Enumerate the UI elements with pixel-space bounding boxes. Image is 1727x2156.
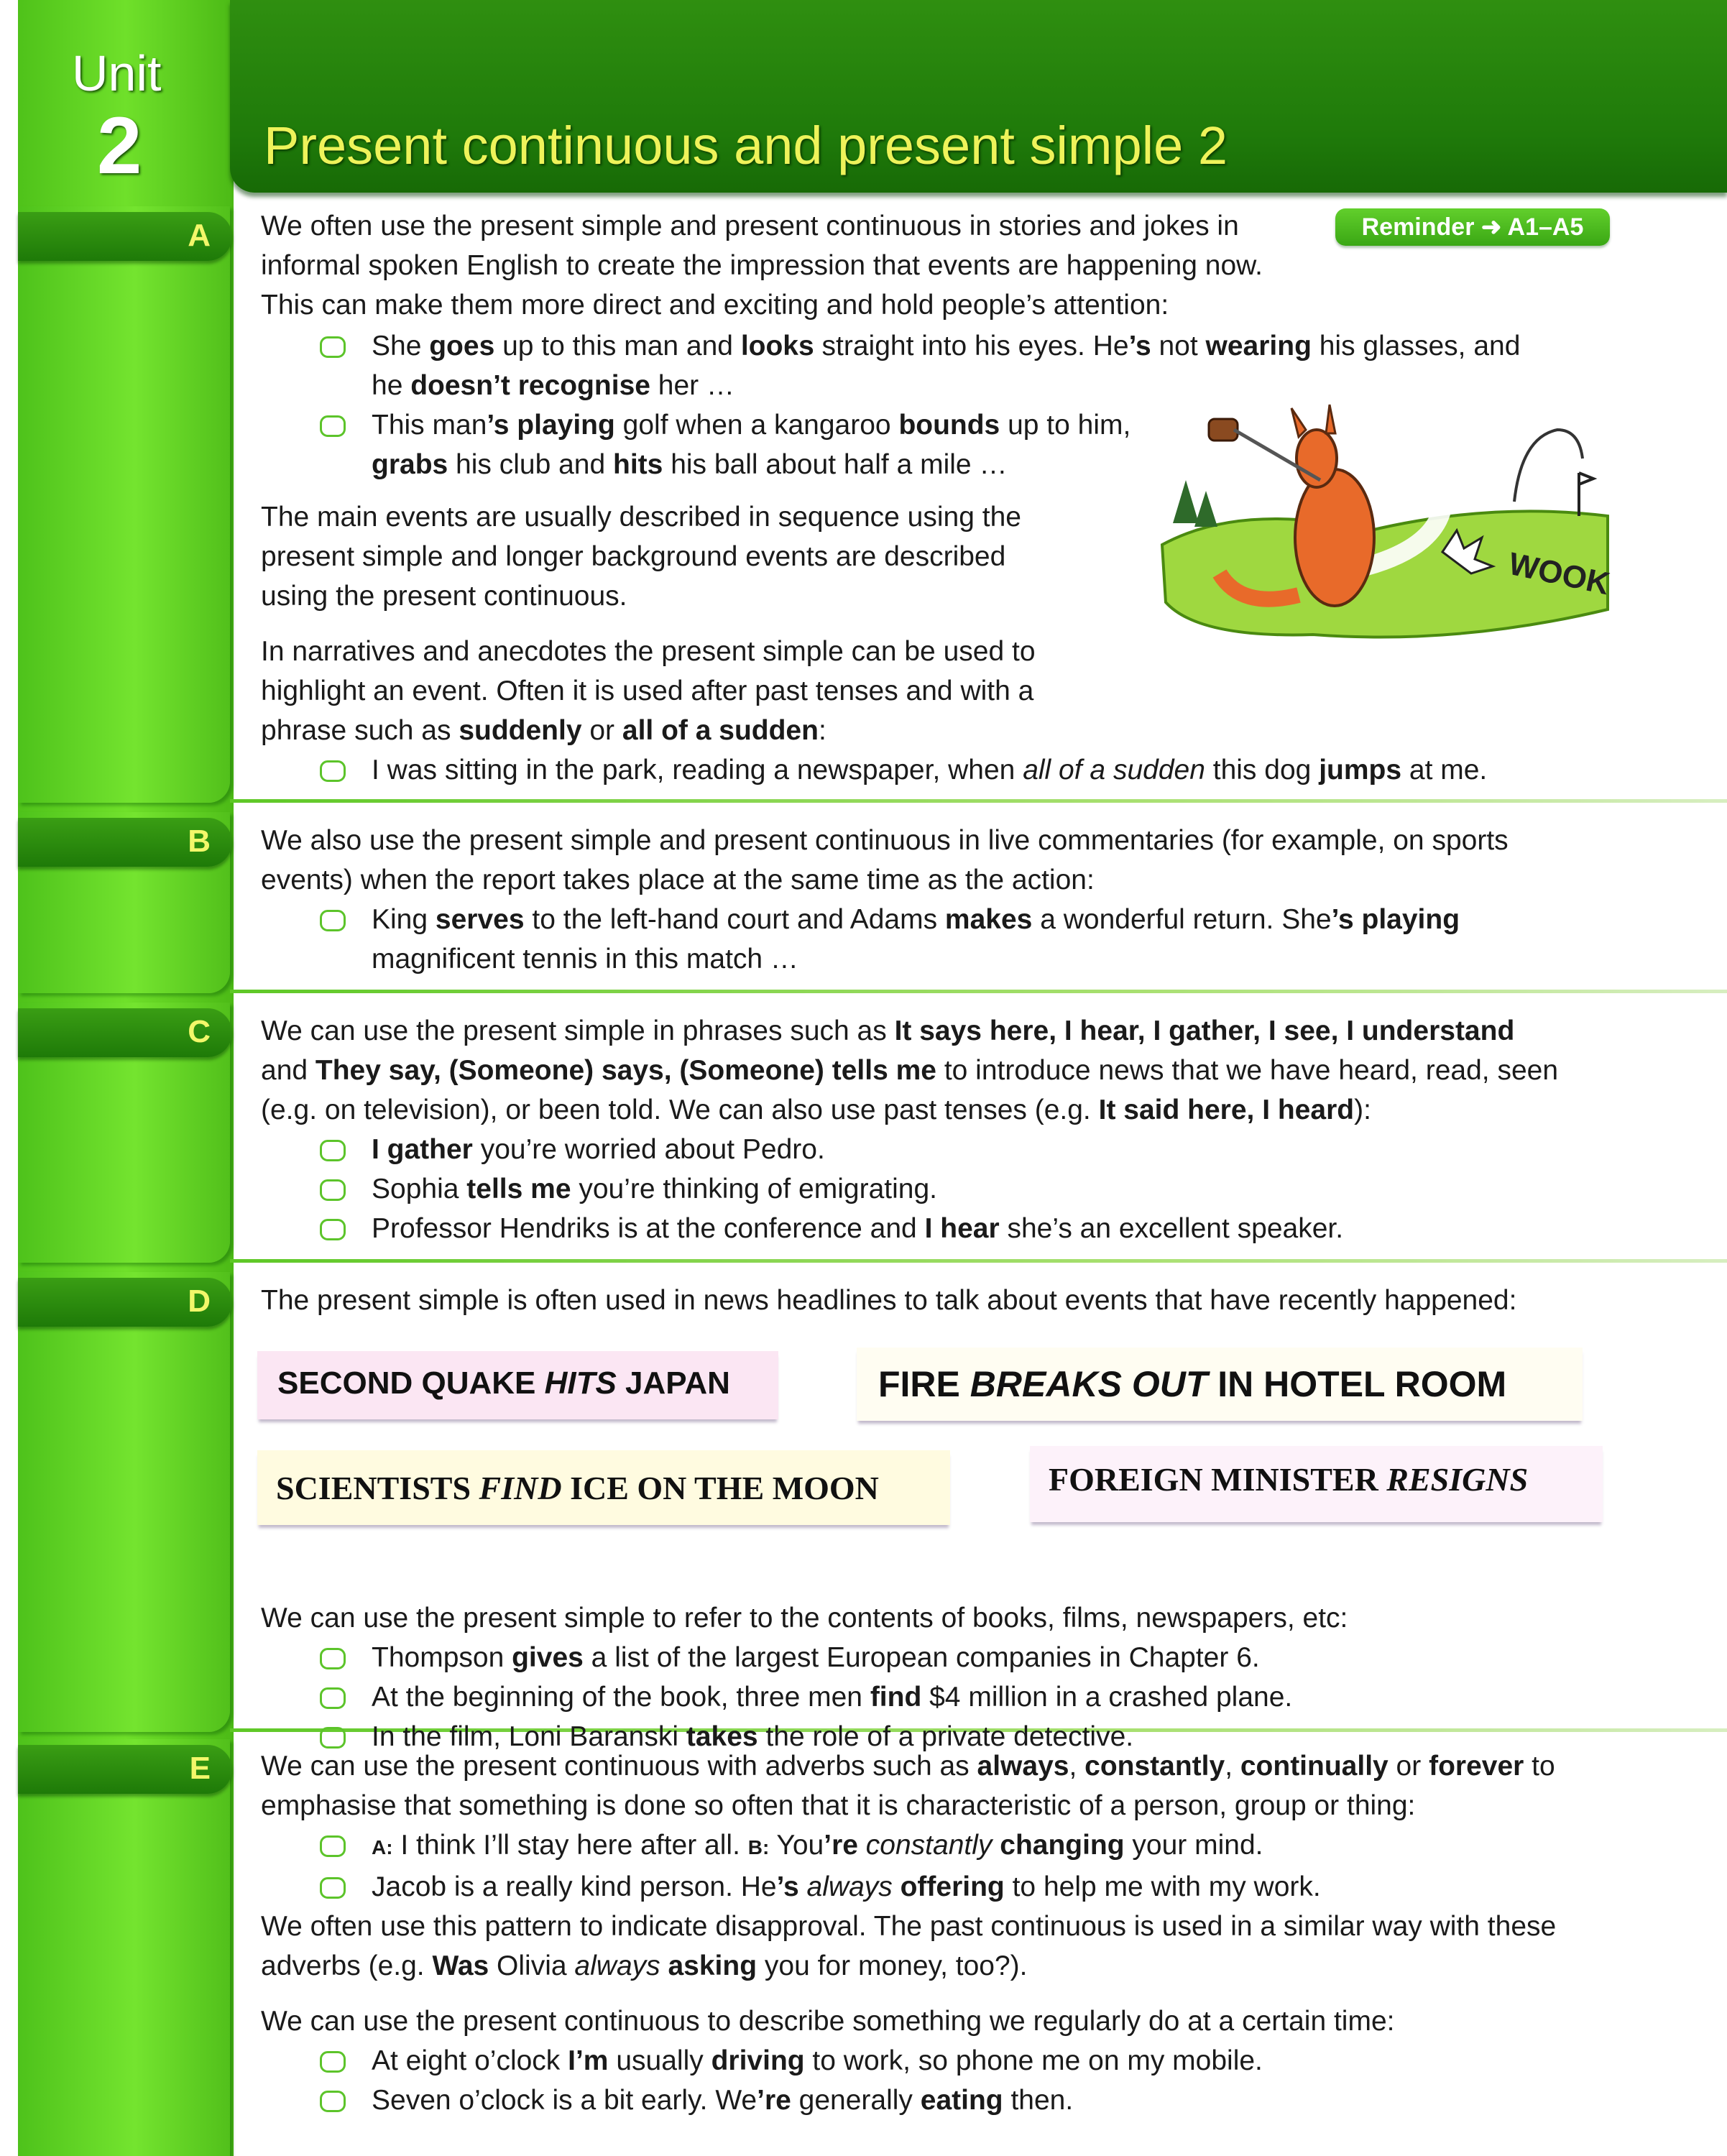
checkbox-bullet-icon <box>320 1877 346 1899</box>
paragraph <box>261 1907 1569 1986</box>
text-run: FIND <box>479 1470 562 1506</box>
text-run: At the beginning of the book, three men <box>372 1682 870 1713</box>
unit-number: 2 <box>97 101 142 190</box>
text-run: a list of the largest European companies in Chapter 6. <box>583 1642 1260 1673</box>
text-run: his ball about half a mile … <box>663 449 1008 480</box>
text-run: all of a sudden <box>622 715 819 746</box>
text-run: We can use the present continuous with adverbs such as <box>261 1751 977 1782</box>
text-run: usually <box>608 2045 711 2076</box>
checkbox-bullet-icon <box>320 760 346 782</box>
text-run: his club and <box>448 449 614 480</box>
text-run: HITS <box>544 1365 617 1401</box>
text-run: suddenly <box>459 715 582 746</box>
checkbox-bullet-icon <box>320 1648 346 1669</box>
checkbox-bullet-icon <box>320 1179 346 1201</box>
text-run: to introduce news that we have heard, read, seen (e.g. on television), or been told. We can also use past tenses (e.g. <box>261 1055 1559 1125</box>
example <box>261 1638 1612 1677</box>
text-run: We also use the present simple and present continuous in live commentaries (for example, on sports events) when the report takes place at the same time as the action: <box>261 825 1509 895</box>
headline-clipping <box>257 1450 950 1525</box>
example <box>261 1867 1598 1907</box>
text-run: JAPAN <box>616 1365 730 1401</box>
text-run: I think I’ll stay here after all. <box>392 1830 748 1861</box>
text-run: to work, so phone me on my mobile. <box>804 2045 1263 2076</box>
text-run: constantly <box>865 1830 993 1861</box>
section-sidebar <box>18 1739 230 2156</box>
text-run: and <box>261 1055 316 1086</box>
text-run: We often use this pattern to indicate disapproval. The past continuous is used in a similar way with these adverbs (e.g. <box>261 1911 1557 1981</box>
headline-clipping <box>257 1351 778 1419</box>
text-run: BREAKS OUT <box>970 1364 1208 1404</box>
checkbox-bullet-icon <box>320 1140 346 1161</box>
checkbox-bullet-icon <box>320 910 346 931</box>
section-divider <box>230 799 1727 803</box>
section-tab-a <box>18 212 232 261</box>
text-run: golf when a kangaroo <box>614 410 899 441</box>
text-run: A: <box>372 1836 393 1858</box>
text-run: At eight o’clock <box>372 2045 568 2076</box>
example <box>261 1209 1569 1248</box>
text-run: serves <box>435 904 525 935</box>
section-divider <box>230 1259 1727 1263</box>
text-run: you for money, too?). <box>757 1950 1028 1981</box>
unit-label: Unit <box>72 45 162 101</box>
text-run: Professor Hendriks is at the conference and <box>372 1213 925 1244</box>
example <box>261 1169 1569 1209</box>
text-run: We often use the present simple and present continuous in stories and jokes in informal spoken English to create the impression that events are happening now. This can make them more direct and exciting and hold people’s attention: <box>261 211 1263 321</box>
text-run: FOREIGN MINISTER <box>1049 1461 1387 1498</box>
text-run: his glasses, and he <box>372 331 1521 401</box>
section-letter: C <box>188 1014 211 1049</box>
text-run: Sophia <box>372 1174 467 1204</box>
text-run: Thompson <box>372 1642 512 1673</box>
text-run: her … <box>650 370 735 401</box>
paragraph <box>261 1011 1569 1130</box>
example <box>261 1130 1569 1169</box>
example <box>261 750 1612 790</box>
example <box>261 1825 1598 1867</box>
text-run: King <box>372 904 436 935</box>
example <box>261 2041 1598 2081</box>
text-run: Seven o’clock is a bit early. We <box>372 2085 757 2116</box>
text-run: IN HOTEL ROOM <box>1207 1364 1507 1404</box>
section-b <box>0 812 1727 993</box>
text-run: all of a sudden <box>1023 755 1205 786</box>
text-run: In the film, Loni Baranski <box>372 1721 686 1752</box>
text-run: SECOND QUAKE <box>277 1365 545 1401</box>
text-run: tells me <box>466 1174 571 1204</box>
text-run: She <box>372 331 430 361</box>
text-run: driving <box>711 2045 805 2076</box>
text-run: gives <box>512 1642 584 1673</box>
section-divider <box>230 990 1727 993</box>
text-run: grabs <box>372 449 448 480</box>
section-tab-b <box>18 818 232 867</box>
headline-clipping <box>857 1348 1583 1421</box>
section-sidebar <box>18 206 230 803</box>
text-run: forever <box>1429 1751 1524 1782</box>
text-run: I was sitting in the park, reading a newspaper, when <box>372 755 1023 786</box>
section-letter: D <box>188 1284 211 1319</box>
text-run: eating <box>920 2085 1003 2116</box>
example <box>261 2081 1598 2120</box>
text-run: bounds <box>898 410 1000 441</box>
text-run: ICE ON THE MOON <box>561 1470 879 1506</box>
text-run: changing <box>1000 1830 1125 1861</box>
text-run: Olivia <box>489 1950 575 1981</box>
text-run: ’s <box>776 1871 799 1902</box>
paragraph <box>261 1281 1612 1320</box>
paragraph <box>261 497 1080 616</box>
text-run: to the left-hand court and Adams <box>524 904 945 935</box>
text-run: I hear <box>924 1213 1000 1244</box>
text-run: Was <box>432 1950 489 1981</box>
paragraph <box>261 1598 1612 1638</box>
text-run <box>858 1830 866 1861</box>
paragraph <box>261 821 1598 900</box>
text-run <box>660 1950 668 1981</box>
text-run: not <box>1151 331 1206 361</box>
text-run: looks <box>740 331 814 361</box>
text-run: We can use the present continuous to describe something we regularly do at a certain time: <box>261 2006 1395 2037</box>
text-run: jumps <box>1319 755 1402 786</box>
text-run: It says here, I hear, I gather, I see, I understand <box>894 1015 1515 1046</box>
text-run: you’re thinking of emigrating. <box>571 1174 937 1204</box>
checkbox-bullet-icon <box>320 2051 346 2073</box>
text-run: The main events are usually described in sequence using the present simple and longer background events are described using the present continuous. <box>261 502 1021 612</box>
page-title: Present continuous and present simple 2 <box>264 116 1228 175</box>
text-run: We can use the present simple to refer to the contents of books, films, newspapers, etc: <box>261 1603 1348 1634</box>
text-run <box>799 1871 807 1902</box>
text-run: generally <box>791 2085 921 2116</box>
text-run: RESIGNS <box>1386 1461 1529 1498</box>
text-run <box>893 1871 901 1902</box>
text-run: B: <box>747 1836 770 1858</box>
text-run: We can use the present simple in phrases such as <box>261 1015 895 1046</box>
text-run: continually <box>1240 1751 1388 1782</box>
text-run: always <box>574 1950 660 1981</box>
section-letter: B <box>188 824 211 859</box>
text-run: You <box>769 1830 824 1861</box>
text-run: your mind. <box>1124 1830 1263 1861</box>
text-run: straight into his eyes. He <box>814 331 1129 361</box>
text-run: at me. <box>1401 755 1488 786</box>
text-run: always <box>977 1751 1069 1782</box>
section-tab-d <box>18 1278 232 1327</box>
text-run: always <box>806 1871 893 1902</box>
section-e <box>0 1739 1727 2156</box>
text-run: wearing <box>1205 331 1312 361</box>
text-run: ): <box>1354 1095 1371 1125</box>
text-run: $4 million in a crashed plane. <box>921 1682 1293 1713</box>
checkbox-bullet-icon <box>320 1835 346 1857</box>
text-run: asking <box>668 1950 757 1981</box>
text-run: ’s <box>1128 331 1151 361</box>
text-run: then. <box>1003 2085 1074 2116</box>
kangaroo-golf-illustration <box>1155 394 1615 653</box>
paragraph <box>261 632 1080 750</box>
text-run: Jacob is a really kind person. He <box>372 1871 777 1902</box>
paragraph <box>261 206 1317 325</box>
text-run: : <box>818 715 826 746</box>
section-tab-c <box>18 1008 232 1057</box>
text-run: ’s playing <box>487 410 615 441</box>
text-run: SCIENTISTS <box>276 1470 479 1506</box>
text-run: a wonderful return. She <box>1032 904 1332 935</box>
example <box>261 1677 1612 1717</box>
reminder-link-button[interactable]: Reminder ➜ A1–A5 <box>1335 208 1610 246</box>
text-run: up to this man and <box>494 331 741 361</box>
section-tab-e <box>18 1745 232 1794</box>
text-run: This man <box>372 410 487 441</box>
text-run: this dog <box>1205 755 1320 786</box>
text-run: magnificent tennis in this match … <box>372 944 798 975</box>
checkbox-bullet-icon <box>320 2091 346 2112</box>
headline-clipping <box>1030 1446 1603 1522</box>
text-run: she’s an excellent speaker. <box>999 1213 1344 1244</box>
text-run: the role of a private detective. <box>757 1721 1134 1752</box>
text-run: I’m <box>568 2045 609 2076</box>
text-run: FIRE <box>878 1364 970 1404</box>
section-letter: A <box>188 218 211 253</box>
text-run: to emphasise that something is done so often that it is characteristic of a person, group or thing: <box>261 1751 1555 1821</box>
text-run: goes <box>429 331 495 361</box>
section-sidebar <box>18 1272 230 1732</box>
paragraph <box>261 2001 1598 2041</box>
checkbox-bullet-icon <box>320 336 346 358</box>
section-c <box>0 1003 1727 1263</box>
text-run: I gather <box>372 1134 473 1165</box>
text-run: ’re <box>757 2085 791 2116</box>
text-run: or <box>1388 1751 1429 1782</box>
text-run: takes <box>686 1721 758 1752</box>
text-run: ’re <box>824 1830 858 1861</box>
text-run: , <box>1225 1751 1240 1782</box>
text-run: you’re worried about Pedro. <box>472 1134 825 1165</box>
text-run: It said here, I heard <box>1098 1095 1355 1125</box>
example <box>261 405 1174 484</box>
text-run: In narratives and anecdotes the present simple can be used to highlight an event. Often it is used after past tenses and with a phrase such as <box>261 636 1036 746</box>
text-run: find <box>870 1682 922 1713</box>
text-run: makes <box>944 904 1033 935</box>
paragraph <box>261 1746 1598 1825</box>
text-run: hits <box>613 449 663 480</box>
checkbox-bullet-icon <box>320 415 346 437</box>
text-run: ’s playing <box>1331 904 1460 935</box>
sound-effect-text: WOOK <box>1505 545 1613 602</box>
text-run: doesn’t recognise <box>410 370 650 401</box>
text-run: to help me with my work. <box>1004 1871 1321 1902</box>
checkbox-bullet-icon <box>320 1687 346 1709</box>
text-run: They say, (Someone) says, (Someone) tells me <box>315 1055 936 1086</box>
text-run: offering <box>900 1871 1005 1902</box>
text-run: up to him, <box>1000 410 1131 441</box>
text-run: constantly <box>1084 1751 1225 1782</box>
text-run: or <box>581 715 622 746</box>
checkbox-bullet-icon <box>320 1219 346 1240</box>
example <box>261 900 1540 979</box>
text-run <box>992 1830 1000 1861</box>
text-run: , <box>1069 1751 1085 1782</box>
section-letter: E <box>189 1751 211 1786</box>
text-run: The present simple is often used in news headlines to talk about events that have recently happened: <box>261 1285 1517 1316</box>
